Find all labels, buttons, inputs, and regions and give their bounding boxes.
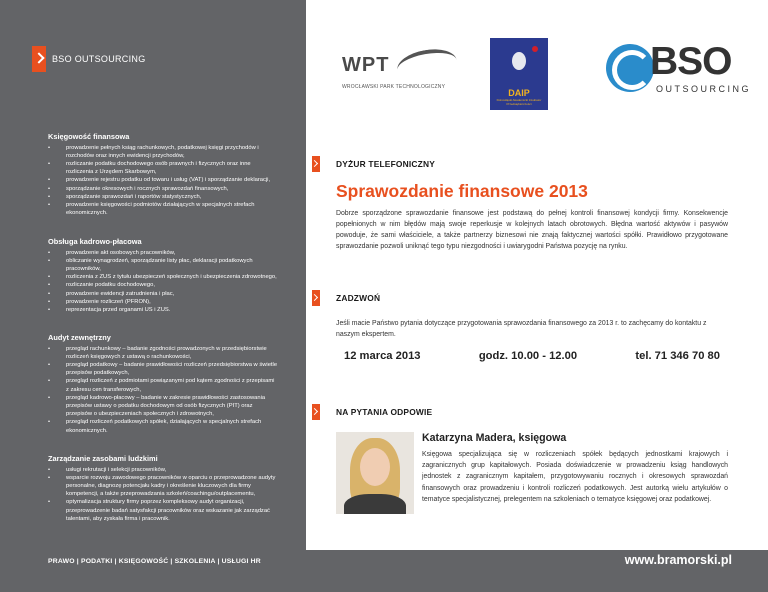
brand-label: BSO OUTSOURCING <box>52 54 146 64</box>
service-section-hr <box>48 454 278 523</box>
service-item: • wsparcie rozwoju zawodowego pracowników w oparciu o przeprowadzone audyty personalne, diagnozę potencjału kadry i określenie kluczowych dla firmy kompetencji, a także przeprowadzania szkoleń/coachingu/outplacementu, <box>48 474 278 499</box>
service-title: Księgowość finansowa <box>48 132 130 141</box>
event-hours: godz. 10.00 - 12.00 <box>478 350 578 362</box>
expert-photo-shoulders <box>344 494 406 514</box>
bso-logo <box>606 40 751 102</box>
service-section-payroll <box>48 237 278 314</box>
section-label: ZADZWOŃ <box>336 293 381 303</box>
expert-photo-face <box>360 448 390 486</box>
sidebar <box>0 0 306 592</box>
service-item: • przegląd rachunkowy – badanie zgodności prowadzonych w przedsiębiorstwie rozliczeń księgowych z ustawą o rachunkowości, <box>48 345 278 361</box>
service-item: • prowadzenie rejestru podatku od towaru i usług (VAT) i sporządzanie deklaracji, <box>48 176 278 184</box>
wpt-logo-text: WPT <box>342 54 390 76</box>
call-text: Jeśli macie Państwo pytania dotyczące przygotowania sprawozdania finansowego za 2013 r. to zachęcamy do kontaktu z naszym ekspertem. <box>336 320 707 338</box>
section-header-phone-duty <box>312 156 435 172</box>
service-item: • prowadzenie ewidencji zatrudnienia i płac, <box>48 290 278 298</box>
footer-services: PRAWO | PODATKI | KSIĘGOWOŚĆ | SZKOLENIA | USŁUGI HR <box>48 558 261 565</box>
wpt-logo <box>342 48 462 98</box>
service-item: • usługi rekrutacji i selekcji pracowników, <box>48 466 278 474</box>
service-item: • reprezentacja przed organami US i ZUS. <box>48 306 278 314</box>
service-title: Obsługa kadrowo-płacowa <box>48 237 142 246</box>
service-item: • prowadzenie akt osobowych pracowników, <box>48 249 278 257</box>
expert-name: Katarzyna Madera, księgowa <box>422 432 567 444</box>
wpt-logo-subtitle: WROCŁAWSKI PARK TECHNOLOGICZNY <box>342 84 446 90</box>
service-item: • prowadzenie rozliczeń (PFRON), <box>48 298 278 306</box>
footer-url-link[interactable]: www.bramorski.pl <box>624 553 732 567</box>
service-item: • rozliczenia z ZUS z tytułu ubezpieczeń społecznych i ubezpieczenia zdrowotnego, <box>48 273 278 281</box>
expert-photo <box>336 432 414 514</box>
service-item: • przegląd rozliczeń z podmiotami powiązanymi pod kątem zgodności z przepisami z zakresu cen transferowych, <box>48 377 278 393</box>
contact-row <box>336 350 728 362</box>
intro-paragraph: Dobrze sporządzone sprawozdanie finansowe jest podstawą do pełnej kontroli finansowej kondycji firmy. Konsekwencje popełnionych w nim błędów mają swoje reperkusje w kolejnych latach obrotowych. Błędna wartość aktywów i pasywów powoduje, że sami właściciele, a także partnerzy biznesowi nie znają faktycznej wartości spółki. Prawidłowo przygotowane sprawozdanie pozwoli uniknąć tego typu niezgodności i uwiarygodni Państwa pozycję na rynku. <box>336 210 728 251</box>
event-date: 12 marca 2013 <box>344 350 421 362</box>
bso-logo-text: BSO <box>650 40 732 83</box>
chevron-right-icon <box>312 156 320 172</box>
service-item: • optymalizacja struktury firmy poprzez kompleksowy audyt organizacji, przeprowadzenie badań satysfakcji pracowników oraz wskazanie jak zarządzać talentami, aby zyskała firma i pracownik. <box>48 498 278 523</box>
bso-logo-subtitle: OUTSOURCING <box>656 84 751 94</box>
chevron-right-icon <box>312 404 320 420</box>
partner-logos <box>306 38 768 118</box>
phone-number[interactable]: tel. 71 346 70 80 <box>635 350 720 362</box>
section-header-call <box>312 290 380 306</box>
service-section-audit <box>48 333 278 435</box>
service-item: • obliczanie wynagrodzeń, sporządzanie listy płac, deklaracji podatkowych pracowników, <box>48 257 278 273</box>
service-item: • rozliczanie podatku dochodowego osób prawnych i fizycznych oraz inne rozliczenia z Urzędem Skarbowym, <box>48 160 278 176</box>
service-item: • prowadzenie księgowości podmiotów działających w specjalnych strefach ekonomicznych. <box>48 201 278 217</box>
service-item: • prowadzenie pełnych ksiąg rachunkowych, podatkowej księgi przychodów i rozchodów oraz innych ewidencji przychodów, <box>48 144 278 160</box>
service-item: • przegląd kadrowo-płacowy – badanie w zakresie prawidłowości zastosowania przepisów ustawy o podatku dochodowym od osób fizycznych (PIT) oraz przepisów o ubezpieczeniach społecznych i zdrowotnych, <box>48 394 278 419</box>
brand-header <box>32 46 306 72</box>
service-title: Zarządzanie zasobami ludzkimi <box>48 454 158 463</box>
section-header-expert <box>312 404 432 420</box>
swirl-icon <box>395 45 459 85</box>
daip-logo <box>490 38 548 110</box>
chevron-right-icon <box>312 290 320 306</box>
section-label: DYŻUR TELEFONICZNY <box>336 159 435 169</box>
expert-bio: Księgowa specjalizująca się w rozliczeniach spółek będących jednostkami krajowych i zagranicznych grup kapitałowych. Posiada doświadczenie w prowadzeniu ksiąg handlowych jednostek z zagranicznym kapitałem, przygotowywaniu rocznych i okresowych sprawozdań finansowych oraz prowadzeniu i kontroli rozliczeń podatkowych. Jest autorką wielu artykułów o tematyce specjalistycznej, prelegentem na szkoleniach o tematyce księgowej oraz podatkowej. <box>422 451 728 503</box>
service-section-accounting <box>48 132 278 217</box>
service-item: • przegląd rozliczeń podatkowych spółek, działających w specjalnych strefach ekonomicznych. <box>48 418 278 434</box>
euro-circle-icon <box>606 44 654 92</box>
service-item: • przegląd podatkowy – badanie prawidłowości rozliczeń przedsiębiorstwa w świetle przepisów podatkowych, <box>48 361 278 377</box>
service-title: Audyt zewnętrzny <box>48 333 111 342</box>
daip-logo-text: DAIP <box>508 88 530 98</box>
service-item: • rozliczanie podatku dochodowego, <box>48 281 278 289</box>
egg-icon <box>512 52 526 70</box>
service-item: • sporządzanie sprawozdań i raportów statystycznych, <box>48 193 278 201</box>
page-title: Sprawozdanie finansowe 2013 <box>336 181 588 201</box>
service-item: • sporządzanie okresowych i rocznych sprawozdań finansowych, <box>48 185 278 193</box>
daip-logo-subtitle: Dolnośląski Akademicki Inkubator Przedsiębiorczości <box>496 98 542 106</box>
chevron-right-icon <box>32 46 46 72</box>
dot-icon <box>532 46 538 52</box>
section-label: NA PYTANIA ODPOWIE <box>336 407 433 417</box>
